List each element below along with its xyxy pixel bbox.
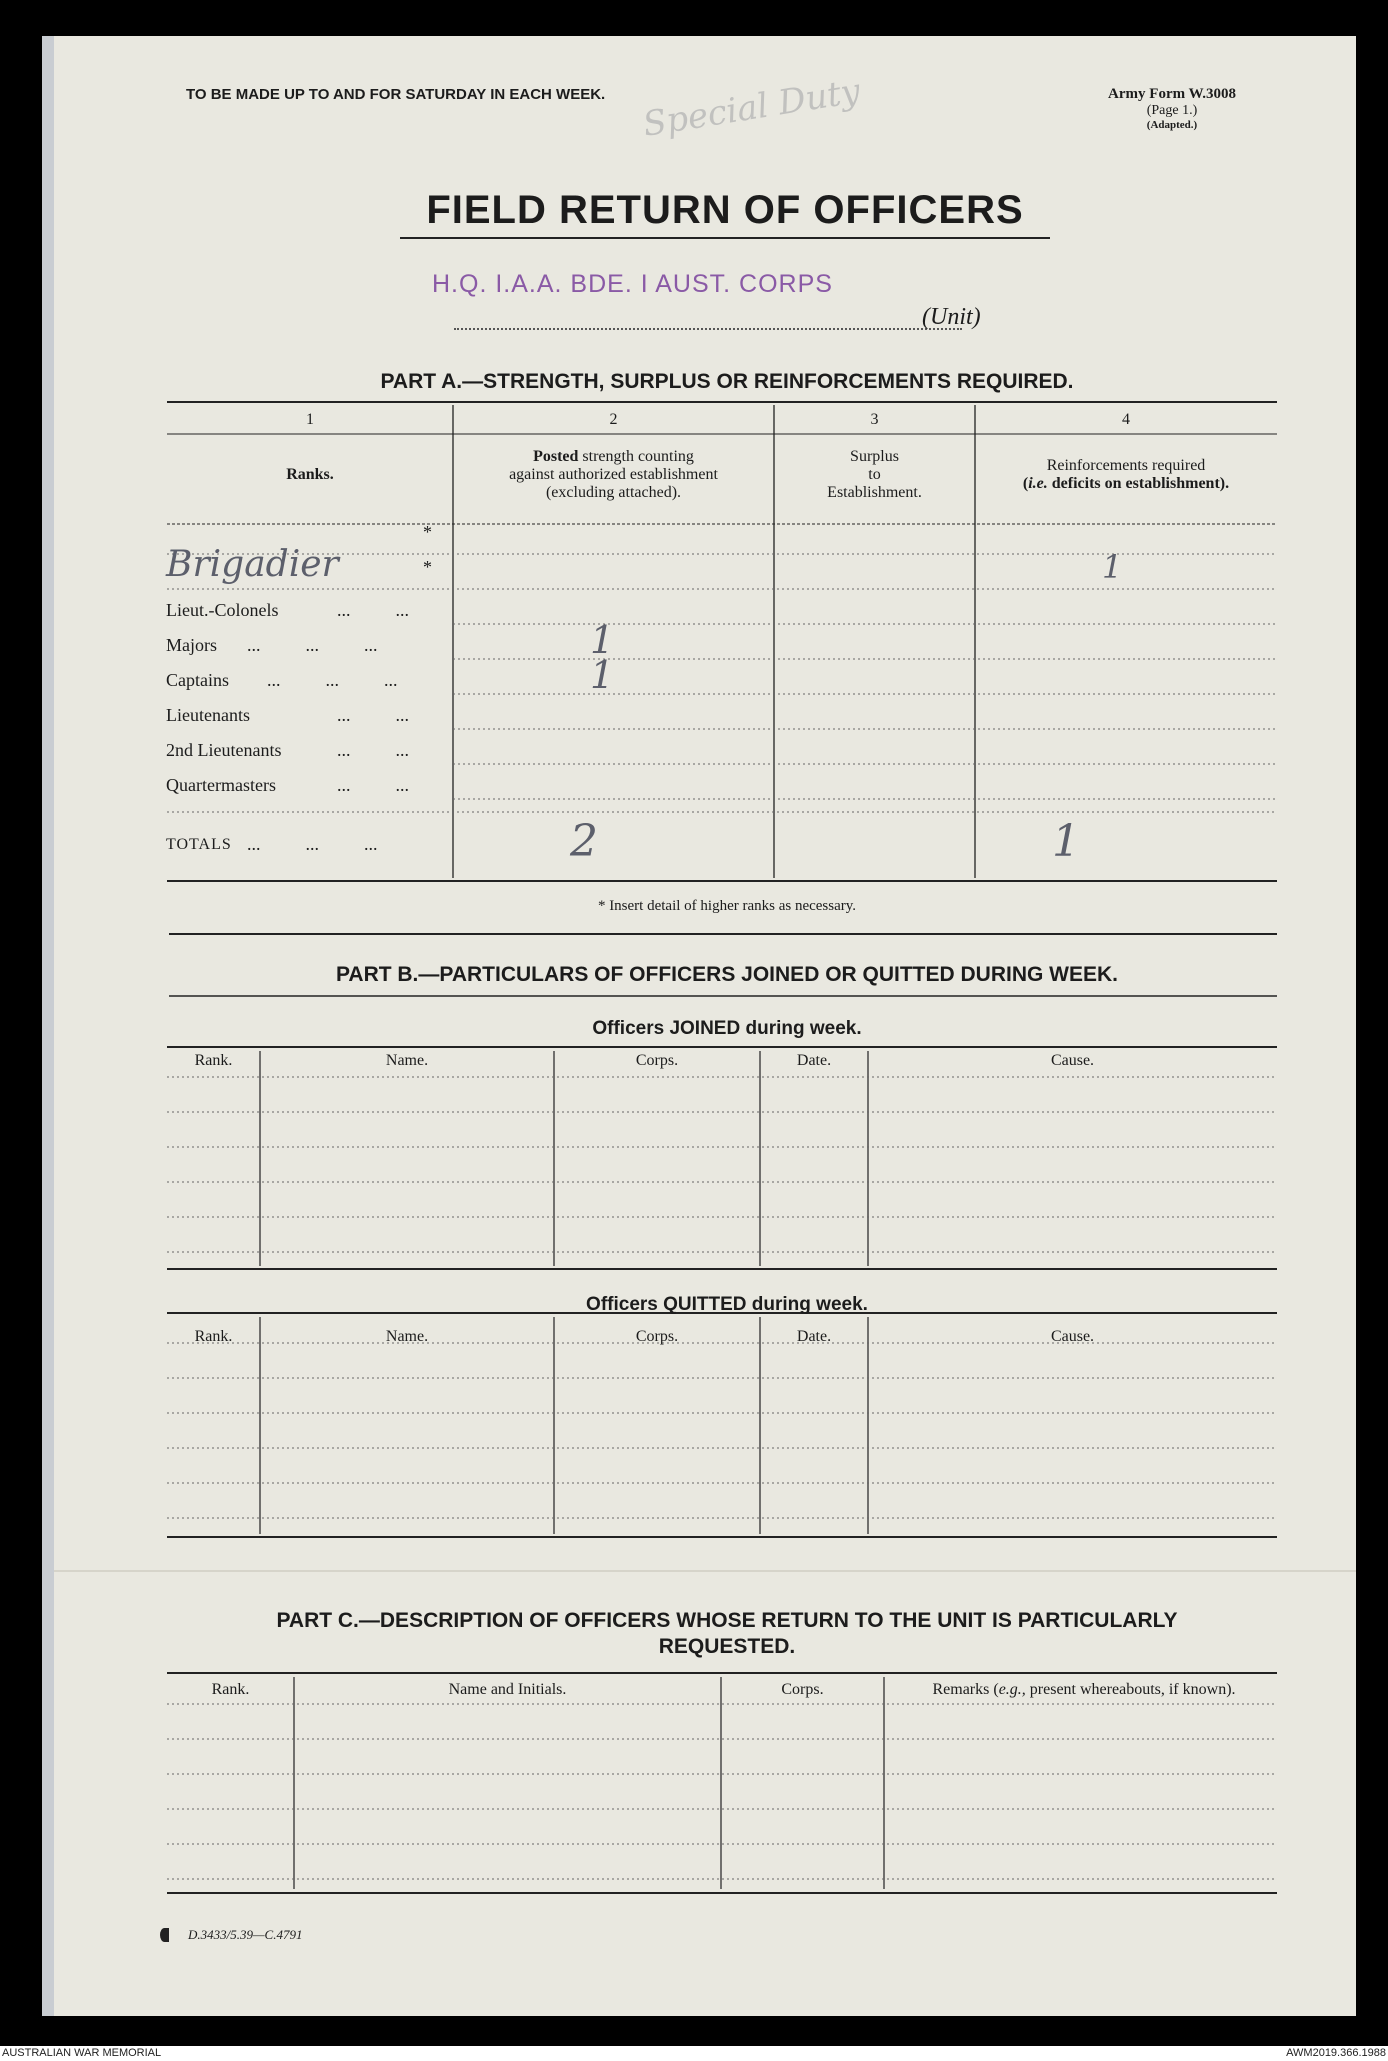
captains-posted: 1 [590,653,615,697]
rank-captains: Captains [166,670,229,690]
col-number-3: 3 [870,411,879,428]
quitted-col-rank: Rank. [194,1328,233,1345]
form-number: Army Form W.3008 [1108,86,1236,102]
part-c-col-name: Name and Initials. [448,1681,567,1698]
rank-quartermasters-dots: ... ... [337,775,409,795]
part-b-title: PART B.—PARTICULARS OF OFFICERS JOINED OR QUITTED DURING WEEK. [335,963,1119,986]
surplus-header-line1: Surplus [850,448,899,465]
posted-header-line2: against authorized establishment [509,466,718,483]
row-2-reinforcements: 1 [1102,548,1123,586]
rank-lieut-colonels: Lieut.-Colonels [166,600,279,620]
posted-header-line3: (excluding attached). [545,484,682,501]
row-2-rank-handwritten: Brigadier [166,544,339,585]
punch-hole-mark [160,1928,169,1942]
remarks-post: present whereabouts, if known). [1025,1681,1236,1698]
pencil-note: Special Duty [640,71,863,145]
rank-majors: Majors [166,635,217,655]
reinforcements-header: Reinforcements required (i.e. deficits on establishment). [975,457,1277,493]
joined-col-rank: Rank. [194,1052,233,1069]
totals-dots: ... ... ... [247,834,378,854]
posted-header-bold: Posted [533,448,579,465]
unit-stamp: H.Q. I.A.A. BDE. I AUST. CORPS [432,270,833,298]
part-a-footnote: * Insert detail of higher ranks as necessary. [597,898,857,914]
joined-col-cause: Cause. [1050,1052,1095,1069]
totals-reinforcements: 1 [1052,816,1080,867]
form-paper [42,36,1356,2016]
col-number-4: 4 [1122,411,1130,428]
rank-captains-dots: ... ... ... [267,670,398,690]
part-c-title-line1: PART C.—DESCRIPTION OF OFFICERS WHOSE RETURN TO THE UNIT IS PARTICULARLY [276,1609,1178,1632]
surplus-header [774,448,975,502]
instruction-line: TO BE MADE UP TO AND FOR SATURDAY IN EACH WEEK. [186,86,606,103]
joined-col-name: Name. [385,1052,429,1069]
page-number: (Page 1.) [1146,103,1198,118]
posted-header [453,448,774,502]
part-c-col-corps: Corps. [781,1681,824,1698]
col-number-2: 2 [609,411,618,428]
print-code: D.3433/5.39—C.4791 [188,1927,303,1942]
page-title: FIELD RETURN OF OFFICERS [426,188,1024,232]
quitted-col-cause: Cause. [1050,1328,1095,1345]
part-a-title: PART A.—STRENGTH, SURPLUS OR REINFORCEMENTS REQUIRED. [380,370,1074,393]
reinforcements-header-rest: deficits on establishment). [1047,475,1230,492]
totals-label: TOTALS [166,836,232,853]
archive-footer [0,2046,1388,2061]
remarks-italic: e.g., [998,1681,1026,1698]
quitted-col-corps: Corps. [635,1328,679,1345]
col-number-1: 1 [306,411,314,428]
quitted-title: Officers QUITTED during week. [586,1294,868,1315]
part-c-title [152,1608,1302,1660]
remarks-pre: Remarks ( [932,1681,999,1698]
rank-lieut-colonels-dots: ... ... [337,600,409,620]
rank-majors-dots: ... ... ... [247,635,378,655]
joined-col-date: Date. [796,1052,832,1069]
archive-footer-right: AWM2019.366.1988 [1286,2047,1386,2059]
rank-quartermasters: Quartermasters [166,775,276,795]
part-c-title-line2: REQUESTED. [658,1635,796,1658]
rank-lieutenants-dots: ... ... [337,705,409,725]
reinforcements-header-italic: i.e. [1028,475,1048,492]
row-2-asterisk: * [423,557,432,577]
joined-col-corps: Corps. [635,1052,679,1069]
totals-posted: 2 [570,816,598,867]
quitted-col-name: Name. [385,1328,429,1345]
posted-header-rest: strength counting [578,448,694,465]
surplus-header-line3: Establishment. [827,484,922,501]
rank-2nd-lieutenants: 2nd Lieutenants [166,740,282,760]
adapted-label: (Adapted.) [1146,119,1198,131]
row-1-asterisk: * [423,522,432,542]
surplus-header-line2: to [868,466,881,483]
rank-lieutenants: Lieutenants [166,705,250,725]
quitted-col-date: Date. [796,1328,832,1345]
reinforcements-header-line1: Reinforcements required [1046,457,1206,474]
rank-2nd-lieutenants-dots: ... ... [337,740,409,760]
unit-label: (Unit) [922,304,981,330]
part-c-col-rank: Rank. [211,1681,250,1698]
majors-posted: 1 [590,618,615,662]
joined-title: Officers JOINED during week. [592,1018,862,1039]
part-c-col-remarks [884,1681,1284,1699]
ranks-header: Ranks. [286,466,334,483]
archive-footer-left: AUSTRALIAN WAR MEMORIAL [2,2047,162,2059]
